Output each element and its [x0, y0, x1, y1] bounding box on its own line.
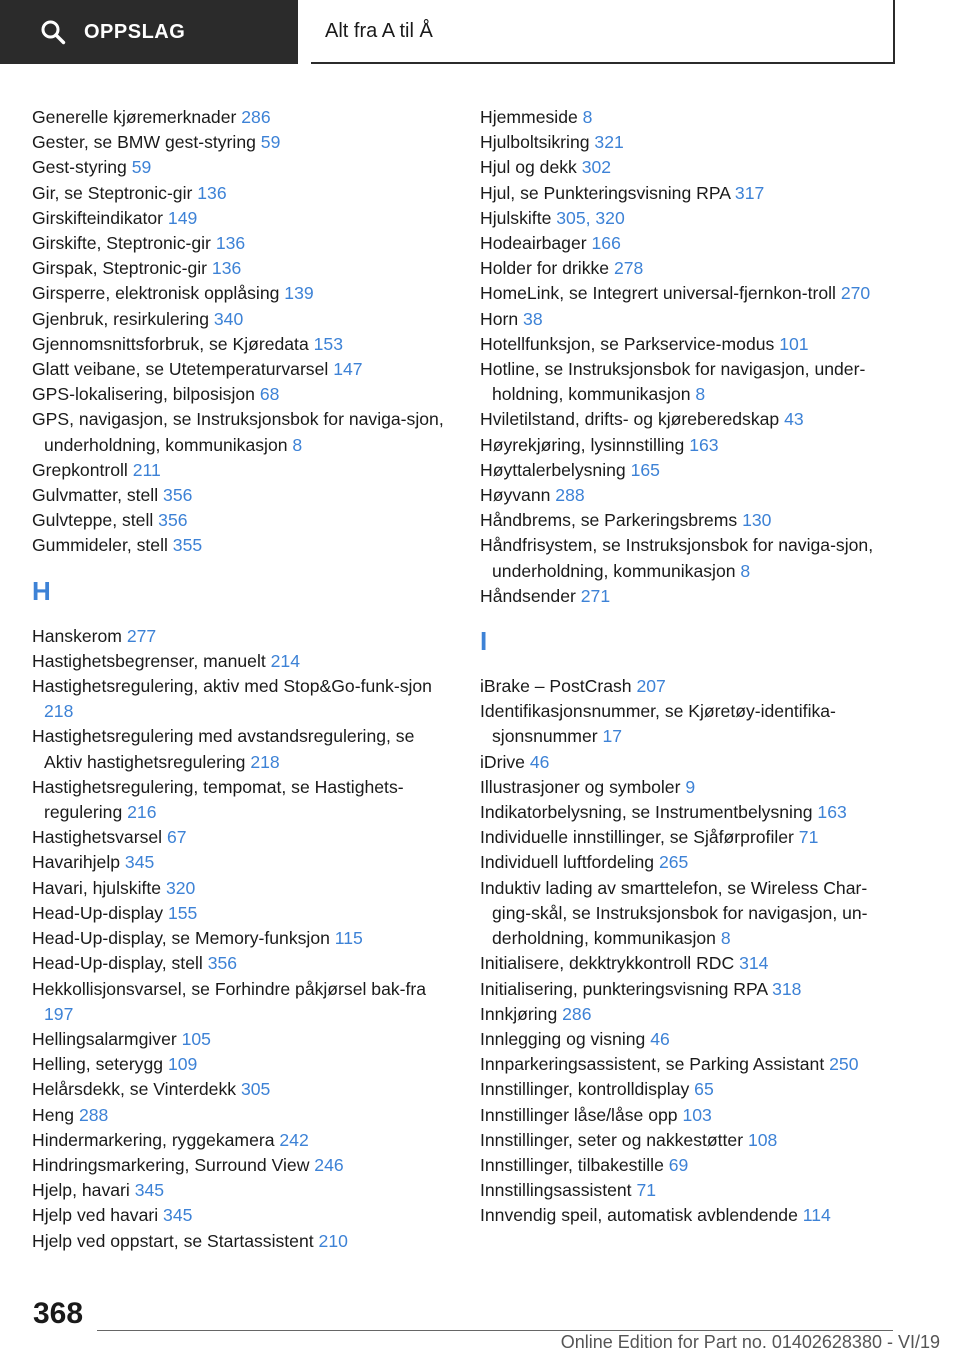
- page-reference-link[interactable]: 8: [292, 434, 303, 455]
- index-entry: [32, 508, 452, 533]
- page-reference-link[interactable]: 59: [131, 157, 152, 178]
- index-term: Indikatorbelysning, se Instrumentbelysning: [480, 802, 813, 823]
- page-reference-link[interactable]: 286: [241, 107, 271, 127]
- page-reference-link[interactable]: 197: [44, 1003, 74, 1024]
- page-reference-link[interactable]: 216: [127, 802, 157, 823]
- index-term: Hellingsalarmgiver: [32, 1028, 177, 1049]
- index-term: Gir, se Steptronic-gir: [32, 182, 193, 203]
- index-entry: [32, 1153, 452, 1178]
- index-term: Hotellfunksjon, se Parkservice-modus: [480, 333, 775, 354]
- index-entry: [480, 231, 900, 256]
- index-term: Head-Up-display, se Memory-funksjon: [32, 928, 330, 949]
- page-reference-link[interactable]: 345: [163, 1205, 193, 1226]
- index-term: Innstillinger, kontrolldisplay: [480, 1079, 690, 1100]
- index-entry: [32, 256, 452, 281]
- page-reference-link[interactable]: 345: [134, 1180, 165, 1201]
- index-entry: [32, 1027, 452, 1052]
- index-term: Hekkollisjonsvarsel, se Forhindre påkjørsel bak-fra: [32, 978, 427, 999]
- page-reference-link[interactable]: 345: [124, 852, 155, 873]
- index-entry: [32, 231, 452, 256]
- index-entry: [32, 130, 452, 155]
- index-term: Helårsdekk, se Vinterdekk: [32, 1079, 237, 1100]
- index-entry: [480, 332, 900, 357]
- index-term: Gjennomsnittsforbruk, se Kjøredata: [32, 333, 309, 354]
- page-reference-link[interactable]: 165: [630, 459, 660, 480]
- index-term: Hjelp ved oppstart, se Startassistent: [32, 1230, 314, 1251]
- page-reference-link[interactable]: 65: [694, 1079, 714, 1100]
- index-term: Hastighetsbegrenser, manuelt: [32, 650, 266, 671]
- index-entry: [480, 775, 900, 800]
- page-reference-link[interactable]: 305: [240, 1079, 271, 1100]
- index-term: Håndbrems, se Parkeringsbrems: [480, 510, 738, 531]
- index-entry: [32, 357, 452, 382]
- page-reference-link[interactable]: 278: [613, 258, 644, 279]
- index-term: Høyvann: [480, 485, 551, 506]
- index-entry: [32, 407, 452, 457]
- index-entry: [480, 433, 900, 458]
- index-term: Innparkeringsassistent, se Parking Assistant: [480, 1054, 825, 1075]
- index-entry: [32, 876, 452, 901]
- tab-label: OPPSLAG: [84, 20, 186, 43]
- index-entry: [32, 624, 452, 649]
- index-term: Hastighetsregulering, aktiv med Stop&Go-funk-sjon: [32, 676, 432, 697]
- page-reference-link[interactable]: 340: [213, 308, 244, 329]
- index-term: Identifikasjonsnummer, se Kjøretøy-identifika-sjonsnummer: [480, 701, 836, 747]
- index-term: Hviletilstand, drifts- og kjøreberedskap: [480, 409, 780, 430]
- index-entry: [480, 533, 900, 583]
- page-reference-link[interactable]: 271: [580, 585, 611, 606]
- page-reference-link[interactable]: 211: [132, 459, 161, 480]
- index-term: Innkjøring: [480, 1003, 558, 1024]
- index-term: Havarihjelp: [32, 852, 121, 873]
- index-entry: [480, 155, 900, 180]
- index-entry: [32, 181, 452, 206]
- index-entry: [480, 674, 900, 699]
- index-entry: [480, 181, 900, 206]
- index-term: Induktiv lading av smarttelefon, se Wireless Char-ging-skål, se Instruksjonsbok for navigasjon, un-derholdning, kommunikasjon: [480, 877, 868, 949]
- index-entry: [32, 775, 452, 825]
- index-entry: [480, 876, 900, 952]
- index-entry: [32, 977, 452, 1027]
- index-term: GPS, navigasjon, se Instruksjonsbok for naviga-sjon, underholdning, kommunikasjon: [32, 409, 444, 455]
- index-term: Hastighetsregulering med avstandsregulering, se Aktiv hastighetsregulering: [32, 726, 415, 772]
- index-entry: [32, 307, 452, 332]
- page-reference-link[interactable]: 114: [802, 1205, 831, 1226]
- page-reference-link[interactable]: 317: [734, 182, 765, 203]
- page-reference-link[interactable]: 38: [523, 308, 543, 329]
- page-reference-link[interactable]: 43: [784, 409, 804, 430]
- index-term: Håndfrisystem, se Instruksjonsbok for naviga-sjon, underholdning, kommunikasjon: [480, 535, 874, 581]
- page-reference-link[interactable]: 103: [682, 1104, 712, 1125]
- footer-edition: Online Edition for Part no. 01402628380 - VI/19: [560, 1332, 940, 1352]
- breadcrumb[interactable]: [311, 0, 895, 64]
- index-entry: [32, 155, 452, 180]
- index-term: Hindermarkering, ryggekamera: [32, 1129, 275, 1150]
- page-reference-link[interactable]: 218: [44, 701, 74, 722]
- index-term: Hjemmeside: [480, 107, 578, 127]
- index-entry: [480, 1203, 900, 1228]
- page-reference-link[interactable]: 246: [314, 1154, 344, 1175]
- page-reference-link[interactable]: 46: [529, 751, 550, 772]
- index-entry: [480, 357, 900, 407]
- page-reference-link[interactable]: 139: [284, 283, 314, 304]
- index-entry: [480, 1002, 900, 1027]
- index-entry: [480, 281, 900, 306]
- page-reference-link[interactable]: 68: [259, 384, 280, 405]
- page-reference-link[interactable]: 163: [817, 802, 847, 823]
- page-reference-link[interactable]: 305, 320: [556, 207, 625, 228]
- page-reference-link[interactable]: 288: [555, 485, 585, 506]
- index-entry: [480, 307, 900, 332]
- index-entry: [32, 1229, 452, 1254]
- index-entry: [32, 1128, 452, 1153]
- page-reference-link[interactable]: 320: [165, 877, 196, 898]
- index-entry: [32, 281, 452, 306]
- index-entry: [32, 901, 452, 926]
- index-entry: [480, 130, 900, 155]
- index-term: Holder for drikke: [480, 258, 610, 279]
- index-term: Innstillingsassistent: [480, 1180, 632, 1201]
- index-term: Head-Up-display: [32, 902, 164, 923]
- page-reference-link[interactable]: 163: [689, 434, 719, 455]
- index-entry: [480, 1153, 900, 1178]
- index-entry: [480, 850, 900, 875]
- index-column-left: [32, 105, 452, 1254]
- page-reference-link[interactable]: 286: [562, 1003, 592, 1024]
- index-term: Gjenbruk, resirkulering: [32, 308, 209, 329]
- index-entry: [32, 674, 452, 724]
- page-reference-link[interactable]: 9: [685, 776, 696, 797]
- index-entry: [480, 750, 900, 775]
- header: [0, 0, 960, 66]
- index-term: Girskifteindikator: [32, 207, 164, 228]
- section-heading: H: [32, 575, 51, 606]
- index-term: Gester, se BMW gest-styring: [32, 132, 256, 153]
- index-term: Høyrekjøring, lysinnstilling: [480, 434, 685, 455]
- index-entry: [32, 382, 452, 407]
- index-term: Hotline, se Instruksjonsbok for navigasjon, under-holdning, kommunikasjon: [480, 359, 866, 405]
- page-reference-link[interactable]: 270: [840, 283, 871, 304]
- index-term: Initialisere, dekktrykkontroll RDC: [480, 953, 735, 974]
- index-entry: [480, 458, 900, 483]
- index-term: Innstillinger, tilbakestille: [480, 1154, 664, 1175]
- page-reference-link[interactable]: 130: [742, 510, 772, 531]
- page-reference-link[interactable]: 71: [798, 827, 819, 848]
- index-entry: [32, 458, 452, 483]
- index-term: Initialisering, punkteringsvisning RPA: [480, 978, 768, 999]
- page-reference-link[interactable]: 8: [695, 384, 706, 405]
- index-term: Generelle kjøremerknader: [32, 107, 237, 127]
- page-reference-link[interactable]: 302: [581, 157, 612, 178]
- page-reference-link[interactable]: 356: [158, 510, 188, 531]
- page-reference-link[interactable]: 69: [668, 1154, 689, 1175]
- index-term: Hastighetsvarsel: [32, 827, 163, 848]
- page-reference-link[interactable]: 46: [650, 1028, 670, 1049]
- tab-oppslag[interactable]: [0, 0, 298, 64]
- index-term: Head-Up-display, stell: [32, 953, 203, 974]
- page-reference-link[interactable]: 59: [260, 132, 281, 153]
- index-column-right: [480, 105, 900, 1229]
- page-reference-link[interactable]: 207: [636, 676, 666, 697]
- index-term: Innstillinger, seter og nakkestøtter: [480, 1129, 744, 1150]
- index-term: Hjelp ved havari: [32, 1205, 159, 1226]
- index-term: Girsperre, elektronisk opplåsing: [32, 283, 280, 304]
- index-entry: [32, 951, 452, 976]
- index-term: Illustrasjoner og symboler: [480, 776, 681, 797]
- index-term: Girskifte, Steptronic-gir: [32, 233, 211, 254]
- index-entry: [480, 1103, 900, 1128]
- index-entry: [480, 1128, 900, 1153]
- index-term: Individuell luftfordeling: [480, 852, 655, 873]
- page-reference-link[interactable]: 166: [591, 233, 621, 254]
- page-reference-link[interactable]: 210: [318, 1230, 348, 1251]
- index-entry: [480, 1077, 900, 1102]
- index-term: Gummideler, stell: [32, 535, 168, 556]
- index-entry: [32, 1203, 452, 1228]
- index-entry: [480, 508, 900, 533]
- index-entry: [480, 1052, 900, 1077]
- index-entry: [32, 850, 452, 875]
- index-entry: [32, 105, 452, 130]
- index-term: Hjulboltsikring: [480, 132, 590, 153]
- page-reference-link[interactable]: 153: [313, 333, 343, 354]
- page-reference-link[interactable]: 147: [333, 359, 363, 380]
- index-term: Høyttalerbelysning: [480, 459, 626, 480]
- index-term: GPS-lokalisering, bilposisjon: [32, 384, 255, 405]
- index-term: Innlegging og visning: [480, 1028, 646, 1049]
- page-reference-link[interactable]: 277: [126, 625, 157, 646]
- page-reference-link[interactable]: 17: [602, 726, 623, 747]
- index-term: Glatt veibane, se Utetemperaturvarsel: [32, 359, 329, 380]
- page-reference-link[interactable]: 250: [829, 1054, 859, 1075]
- page-reference-link[interactable]: 214: [270, 650, 300, 671]
- index-entry: [480, 1178, 900, 1203]
- page-reference-link[interactable]: 314: [739, 953, 769, 974]
- page-reference-link[interactable]: 136: [215, 233, 246, 254]
- page-reference-link[interactable]: 101: [779, 333, 809, 354]
- index-term: Gest-styring: [32, 157, 127, 178]
- index-entry: [480, 256, 900, 281]
- index-entry: [480, 206, 900, 231]
- index-term: Hanskerom: [32, 625, 122, 646]
- page-reference-link[interactable]: 242: [279, 1129, 309, 1150]
- index-term: Individuelle innstillinger, se Sjåførprofiler: [480, 827, 794, 848]
- index-entry: [480, 1027, 900, 1052]
- page-reference-link[interactable]: 265: [658, 852, 689, 873]
- page-reference-link[interactable]: 67: [166, 827, 187, 848]
- index-entry: [480, 800, 900, 825]
- page-reference-link[interactable]: 355: [172, 535, 203, 556]
- index-entry: [32, 1178, 452, 1203]
- page-reference-link[interactable]: 218: [250, 751, 280, 772]
- index-entry: [32, 724, 452, 774]
- page-reference-link[interactable]: 136: [211, 258, 242, 279]
- index-entry: [480, 584, 900, 609]
- page-number: 368: [33, 1297, 84, 1330]
- index-entry: [480, 977, 900, 1002]
- index-term: Innvendig speil, automatisk avblendende: [480, 1205, 798, 1226]
- page-reference-link[interactable]: 356: [163, 485, 193, 506]
- index-term: Havari, hjulskifte: [32, 877, 162, 898]
- index-term: Innstillinger låse/låse opp: [480, 1104, 678, 1125]
- index-term: Hastighetsregulering, tempomat, se Hastighets-regulering: [32, 776, 404, 823]
- breadcrumb-label: Alt fra A til Å: [325, 19, 433, 42]
- index-term: Hodeairbager: [480, 233, 587, 254]
- index-term: iBrake – PostCrash: [480, 676, 632, 697]
- index-term: Gulvmatter, stell: [32, 485, 159, 506]
- index-entry: [480, 407, 900, 432]
- index-term: Horn: [480, 308, 519, 329]
- index-entry: [480, 105, 900, 130]
- page-reference-link[interactable]: 115: [334, 928, 363, 949]
- page-reference-link[interactable]: 149: [167, 207, 198, 228]
- index-term: Hjelp, havari: [32, 1180, 130, 1201]
- index-entry: [32, 1077, 452, 1102]
- page-reference-link[interactable]: 318: [772, 978, 802, 999]
- index-entry: [32, 1103, 452, 1128]
- index-entry: [32, 206, 452, 231]
- page-reference-link[interactable]: 155: [167, 902, 198, 923]
- index-entry: [480, 951, 900, 976]
- index-term: Girspak, Steptronic-gir: [32, 258, 208, 279]
- page-reference-link[interactable]: 108: [747, 1129, 778, 1150]
- index-term: Heng: [32, 1104, 75, 1125]
- index-term: Hjul, se Punkteringsvisning RPA: [480, 182, 731, 203]
- index-term: HomeLink, se Integrert universal-fjernkon-troll: [480, 283, 836, 304]
- index-entry: [32, 825, 452, 850]
- footer-divider: [97, 1330, 893, 1331]
- page-reference-link[interactable]: 288: [78, 1104, 109, 1125]
- index-term: iDrive: [480, 751, 525, 772]
- index-term: Hjulskifte: [480, 207, 552, 228]
- index-entry: [32, 533, 452, 558]
- index-term: Hindringsmarkering, Surround View: [32, 1154, 310, 1175]
- index-term: Håndsender: [480, 585, 576, 606]
- page-reference-link[interactable]: 71: [636, 1180, 657, 1201]
- page-reference-link[interactable]: 321: [594, 132, 624, 153]
- page-reference-link[interactable]: 8: [740, 560, 751, 581]
- index-entry: [32, 1052, 452, 1077]
- section-heading: I: [480, 626, 488, 657]
- index-term: Gulvteppe, stell: [32, 510, 154, 531]
- index-entry: [480, 699, 900, 749]
- index-entry: [32, 649, 452, 674]
- search-icon: [40, 19, 66, 45]
- page-reference-link[interactable]: 356: [207, 953, 238, 974]
- page-reference-link[interactable]: 136: [197, 182, 227, 203]
- index-entry: [32, 926, 452, 951]
- index-entry: [480, 483, 900, 508]
- page-reference-link[interactable]: 8: [720, 928, 731, 949]
- index-term: Helling, seterygg: [32, 1054, 164, 1075]
- page-reference-link[interactable]: 8: [582, 107, 593, 127]
- page-reference-link[interactable]: 109: [167, 1054, 198, 1075]
- index-entry: [32, 332, 452, 357]
- page-reference-link[interactable]: 105: [181, 1028, 211, 1049]
- index-term: Hjul og dekk: [480, 157, 577, 178]
- index-term: Grepkontroll: [32, 459, 128, 480]
- index-entry: [32, 483, 452, 508]
- index-entry: [480, 825, 900, 850]
